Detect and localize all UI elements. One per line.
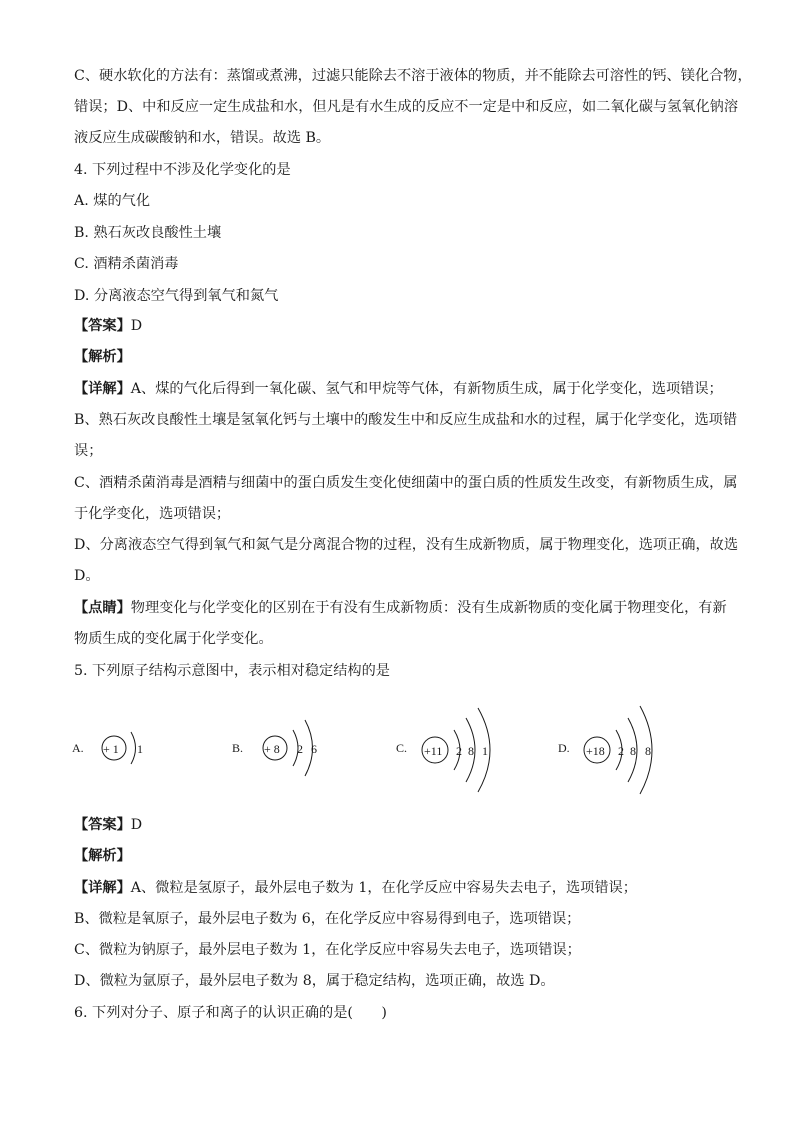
detail-line: 于化学变化，选项错误；: [74, 506, 231, 522]
detail-line: 【详解】A、微粒是氢原子，最外层电子数为 1，在化学反应中容易失去电子，选项错误；: [74, 880, 637, 896]
atom-a-nucleus: + 1: [103, 742, 119, 756]
atom-b-nucleus: + 8: [264, 742, 280, 756]
atom-b-letter: B.: [232, 741, 244, 755]
question-4-option-c: C. 酒精杀菌消毒: [74, 256, 179, 272]
question-6-stem: 6. 下列对分子、原子和离子的认识正确的是( ): [74, 1005, 387, 1021]
atom-diagrams: [0, 700, 794, 805]
question-4-option-b: B. 熟石灰改良酸性土壤: [74, 225, 222, 241]
answer-tag: 【答案】: [74, 817, 131, 833]
text-line: 液反应生成碳酸钠和水，错误。故选 B。: [74, 130, 331, 146]
detail-line: D。: [74, 568, 100, 584]
detail-line: B、熟石灰改良酸性土壤是氢氧化钙与土壤中的酸发生中和反应生成盐和水的过程，属于化学变化，选项错: [74, 412, 738, 428]
atom-d-letter: D.: [558, 741, 570, 755]
answer-value: D: [130, 318, 143, 334]
answer-line: [74, 316, 142, 336]
atom-c-electron-count: 2: [456, 744, 462, 758]
answer-tag: 【答案】: [74, 318, 131, 334]
tip-tag: 【点睛】: [74, 600, 131, 616]
question-4-option-d: D. 分离液态空气得到氧气和氮气: [74, 288, 279, 304]
answer-line: [74, 815, 142, 835]
atom-d-electron-count: 8: [645, 744, 651, 758]
question-4-stem: 4. 下列过程中不涉及化学变化的是: [74, 162, 291, 178]
atom-c-nucleus: +11: [424, 744, 443, 758]
answer-value: D: [130, 817, 143, 833]
detail-line: 【详解】A、煤的气化后得到一氧化碳、氢气和甲烷等气体，有新物质生成，属于化学变化，选项错误；: [74, 381, 723, 397]
detail-tag: 【详解】: [74, 880, 131, 896]
detail-tag: 【详解】: [74, 381, 131, 397]
atom-a-electron-count: 1: [137, 742, 143, 756]
detail-line: C、酒精杀菌消毒是酒精与细菌中的蛋白质发生变化使细菌中的蛋白质的性质发生改变，有新物质生成，属: [74, 475, 738, 491]
atom-d-nucleus: +18: [586, 744, 605, 758]
atom-b-electron-count: 2: [297, 742, 303, 756]
atom-c-electron-count: 1: [482, 744, 488, 758]
tip-line: 物质生成的变化属于化学变化。: [74, 631, 273, 647]
atom-c-letter: C.: [396, 741, 408, 755]
atom-a-shell-arc: [131, 732, 136, 764]
analysis-tag: 【解析】: [74, 349, 131, 365]
detail-line: B、微粒是氧原子，最外层电子数为 6，在化学反应中容易得到电子，选项错误；: [74, 911, 581, 927]
atom-d-electron-count: 8: [630, 744, 636, 758]
detail-line: 误；: [74, 443, 103, 459]
atom-b-electron-count: 6: [311, 742, 317, 756]
analysis-line: [74, 347, 131, 367]
text-line: C、硬水软化的方法有：蒸馏或煮沸，过滤只能除去不溶于液体的物质，并不能除去可溶性的钙、镁化合物，: [74, 68, 752, 84]
detail-line: D、分离液态空气得到氧气和氮气是分离混合物的过程，没有生成新物质，属于物理变化，选项正确，故选: [74, 537, 739, 553]
atom-a-letter: A.: [72, 741, 84, 755]
question-4-option-a: A. 煤的气化: [74, 193, 151, 209]
analysis-line: [74, 846, 131, 866]
atom-d-electron-count: 2: [618, 744, 624, 758]
question-5-stem: 5. 下列原子结构示意图中，表示相对稳定结构的是: [74, 663, 390, 679]
tip-line: 【点睛】物理变化与化学变化的区别在于有没有生成新物质：没有生成新物质的变化属于物理变化，有新: [74, 600, 727, 616]
analysis-tag: 【解析】: [74, 848, 131, 864]
detail-line: D、微粒为氩原子，最外层电子数为 8，属于稳定结构，选项正确，故选 D。: [74, 973, 555, 989]
atom-c-electron-count: 8: [468, 744, 474, 758]
text-line: 错误；D、中和反应一定生成盐和水，但凡是有水生成的反应不一定是中和反应，如二氧化碳与氢氧化钠溶: [74, 99, 739, 115]
detail-line: C、微粒为钠原子，最外层电子数为 1，在化学反应中容易失去电子，选项错误；: [74, 942, 581, 958]
